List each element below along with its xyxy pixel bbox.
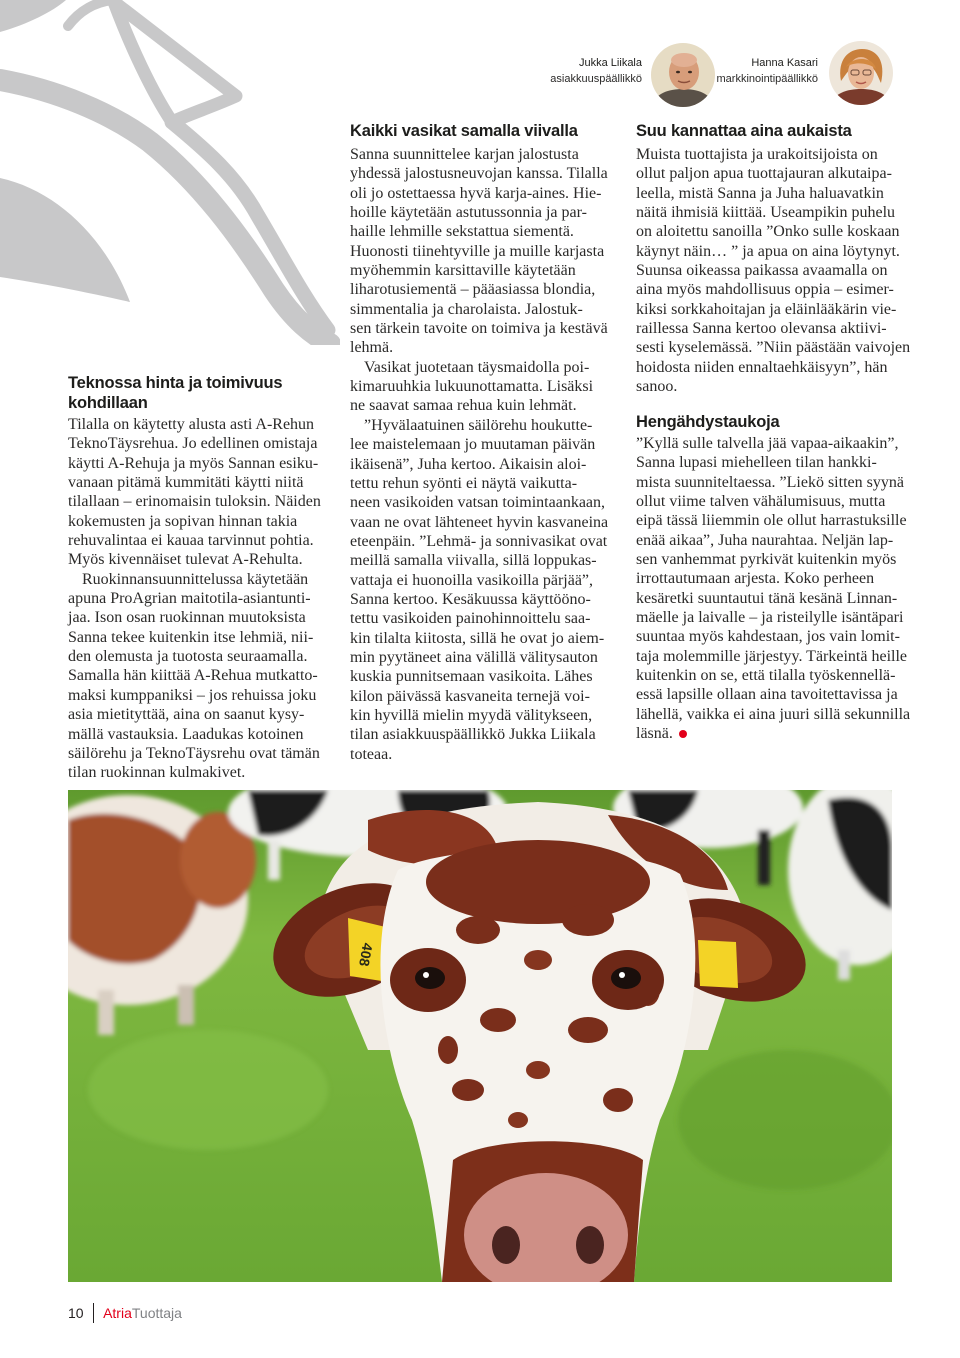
text-line: Samalla hän kiittää A-Rehua mutkatto-	[68, 667, 318, 685]
text-line: Tilalla on käytetty alusta asti A-Rehun	[68, 416, 315, 433]
contact-jukka	[550, 55, 642, 87]
text-line: sanoo.	[636, 378, 678, 396]
text-line: lehmä.	[350, 339, 394, 357]
text-line: meillä samalla viivalla, sillä loppukas-	[350, 552, 597, 570]
contact-title: asiakkuuspäällikkö	[550, 73, 642, 85]
text-line: tettu rehun syönti ei näytä vaikutta-	[350, 474, 578, 492]
text-line: neen vasikoiden vatsan toimintaankaan,	[350, 494, 606, 512]
contact-name: Hanna Kasari	[751, 57, 818, 69]
text-line: taja molemmille järjestyy. Tärkeintä heille	[636, 647, 908, 665]
text-line: Suunsa oikeassa paikassa avaamalla on	[636, 262, 888, 280]
text-line: Myös kivennäiset tulevat A-Rehulta.	[68, 551, 303, 569]
text-line: den olemusta ja tuotosta seuraamalla.	[68, 648, 308, 666]
avatar-jukka	[651, 43, 715, 107]
text-line: vattaja ei huonoilla vasikoilla pärjää”,	[350, 571, 594, 589]
text-line: kesäretki suuntautui tänä kesänä Linnan-	[636, 589, 898, 607]
text-line: raillessa Sanna kertoo olevansa aktiivi-	[636, 320, 887, 338]
text-line: tilan ruokinnan kulmakivet.	[68, 764, 246, 782]
contact-name: Jukka Liikala	[579, 57, 642, 69]
ear-tag-number: 408	[356, 941, 376, 968]
text-line: Sanna kertoo. Kesäkuussa käyttöönо-	[350, 590, 591, 608]
text-line: näitä ihmisiä kiittää. Useampikin puhelu	[636, 204, 896, 222]
text-line: säilörehu ja TeknoTäysrehu ovat tämän	[68, 744, 320, 762]
text-line: kuitenkin on se, että tilalla työskennellä-	[636, 667, 896, 685]
text-line: myöhemmin karsittaville käytetään	[350, 262, 576, 280]
text-line: Sanna lupasi miehelleen tilan hankki-	[636, 454, 877, 472]
text-line: Sanna suunnittelee karjan jalostusta	[350, 146, 579, 163]
text-line: haille lehmille sekstattua siementä.	[350, 223, 574, 241]
text-line: mista suunniteltaessa. ”Liekö sitten syynä	[636, 473, 904, 491]
text-line: jaa. Ison osan ruokinnan muutoksista	[68, 609, 306, 627]
section-body	[68, 415, 321, 783]
text-line: sesti kyselemässä. ”Niin päästään vaivojen	[636, 339, 911, 357]
section-heading	[636, 121, 910, 141]
end-mark-dot	[679, 730, 687, 738]
text-line: sen tärkein tavoite on toimiva ja kestävä	[350, 320, 608, 338]
text-line: vanaan pitämä kummitäti käytti niitä	[68, 474, 304, 492]
text-line: mällä vastauksia. Laadukas kotoinen	[68, 725, 304, 743]
text-line: lähellä, vaikka ei aina juuri sillä sekunnilla	[636, 705, 911, 723]
text-line: hoidosta niiden ennaltaehkäisyyn”, hän	[636, 358, 888, 376]
text-line: ”Hyvälaatuinen säilörehu houkutte-	[364, 416, 593, 434]
contact-title: markkinointipäällikkö	[716, 73, 818, 85]
text-line: kiksi sorkkahoitajan ja eläinlääkärin vie-	[636, 300, 897, 318]
text-line: ollut paljon apua tuottajauran alkutaipa-	[636, 165, 892, 183]
text-line: tettu vasikoiden painohinnoittelu saa-	[350, 610, 591, 628]
paragraph	[350, 416, 608, 764]
text-line: suuntaa myös kahdestaan, jos vain lomit-	[636, 628, 900, 646]
footer-divider	[93, 1303, 95, 1323]
text-line: läsnä.	[636, 724, 910, 743]
text-line: irrottautumaan arjesta. Koko perheen	[636, 570, 875, 588]
text-line: Ruokinnansuunnittelussa käytetään	[82, 570, 309, 588]
contact-hanna	[717, 55, 819, 87]
brand-tuottaja: Tuottaja	[131, 1305, 182, 1321]
text-line: asia mietityttää, aina on saanut kysy-	[68, 706, 305, 724]
text-line: kimaruuhkia lukuunottamatta. Lisäksi	[350, 378, 594, 396]
text-line: kokemusten ja sopivan hinnan takia	[68, 512, 298, 530]
page-number: 10	[68, 1305, 84, 1321]
text-line: yhdessä jalostusneuvojan kanssa. Tilalla	[350, 165, 608, 183]
paragraph	[68, 415, 321, 570]
section-kaikki-vasikat	[350, 121, 608, 764]
text-line: rehuvalintaa ei kauaa tarvinnut pohtia.	[68, 532, 314, 550]
paragraph	[636, 434, 910, 744]
text-line: eipä tässä liiemmin ole ollut harrastuksille	[636, 512, 907, 530]
page-footer	[68, 1302, 182, 1324]
text-line: eteenpäin. ”Lehmä- ja sonnivasikat ovat	[350, 532, 608, 550]
section-body	[636, 145, 910, 396]
text-line: enää aikaa”, Juha naurahtaa. Neljän lap-	[636, 531, 894, 549]
paragraph	[636, 145, 910, 396]
section-suu-kannattaa	[636, 121, 910, 396]
text-line: Huonosti tiinehtyville ja muille karjasta	[350, 242, 605, 260]
heading-line: Suu kannattaa aina aukaista	[636, 122, 852, 140]
text-line: on aloitettu sanoilla ”Onko sulle koskaan	[636, 223, 900, 241]
left-eye	[390, 948, 466, 1012]
section-heading	[636, 412, 910, 432]
text-line: leella, mistä Sanna ja Juha haluavatkin	[636, 184, 884, 202]
paragraph	[350, 358, 608, 416]
section-body	[636, 434, 910, 744]
text-line: ikäisenä”, Juha kertoo. Aikaisin aloi-	[350, 455, 587, 473]
text-line: kin tilalta kiitosta, sillä he ovat jo aiem-	[350, 629, 605, 647]
text-line: käynyt näin… ” ja apua on aina löytynyt.	[636, 242, 900, 260]
text-line: min pyytäneet aina välillä välitysauton	[350, 648, 598, 666]
text-line: oli jo ostettaessa hyvä karja-aines. Hie-	[350, 184, 602, 202]
heading-line: kohdillaan	[68, 394, 148, 412]
text-line: apuna ProAgrian maitotila-asiantunti-	[68, 590, 311, 608]
text-line: tilallaan – erinomaisin tuloksin. Näiden	[68, 493, 321, 511]
text-line: simmentalia ja charolaista. Jalostuk-	[350, 300, 583, 318]
cow-head-silhouette	[0, 0, 340, 345]
section-hengahdystaukoja	[636, 412, 910, 744]
text-line: hoille käytetään astutussonnia ja par-	[350, 204, 587, 222]
heading-line: Hengähdystaukoja	[636, 413, 780, 431]
text-line: aina myös mahdollisuus oppia – esimer-	[636, 281, 894, 299]
section-teknossa	[68, 373, 321, 783]
text-line: kilon päivässä kasvaneita ternejä voi-	[350, 687, 590, 705]
text-line: Sanna tekee kuitenkin itse lehmiä, nii-	[68, 628, 314, 646]
paragraph	[350, 145, 608, 358]
text-line: toteaa.	[350, 745, 393, 763]
text-line: mäelle ja laivalle – ja risteilylle isäntäpari	[636, 609, 904, 627]
text-line: ollut viime talven vähälumisuus, mutta	[636, 493, 886, 511]
avatar-hanna	[829, 41, 893, 105]
text-line: lee maistelemaan jo muutaman päivän	[350, 436, 596, 454]
brand-atria: Atria	[103, 1305, 132, 1321]
heading-line: Kaikki vasikat samalla viivalla	[350, 122, 578, 140]
text-line: TeknoTäysrehua. Jo edellinen omistaja	[68, 435, 318, 453]
text-line: ne saavat samaa rehua kuin lehmät.	[350, 397, 577, 415]
text-line: tilan asiakkuuspäällikkö Jukka Liikala	[350, 726, 596, 744]
text-line: kin hyvillä mielin myydä välitykseen,	[350, 706, 593, 724]
text-line: maksi kumppaniksi – jos rehuissa joku	[68, 686, 317, 704]
text-line: kuskia punnitsemaan vasikoita. Lähes	[350, 668, 593, 686]
paragraph	[68, 570, 321, 783]
cow-photo	[68, 790, 892, 1282]
text-line: Muista tuottajista ja urakoitsijoista on	[636, 146, 878, 163]
text-line: käytti A-Rehuja ja myös Sannan esiku-	[68, 454, 319, 472]
section-heading	[68, 373, 321, 413]
text-line: ”Kyllä sulle talvella jää vapaa-aikaakin”,	[636, 435, 899, 452]
text-line: Vasikat juotetaan täysmaidolla poi-	[364, 358, 590, 376]
text-line: essä lapsille ollaan aina tavoitettavissa ja	[636, 686, 898, 704]
section-body	[350, 145, 608, 764]
text-line: liharotusiementä – pääasiassa blondia,	[350, 281, 596, 299]
text-line: sen vanhemmat pyrkivät kuitenkin myös	[636, 551, 897, 569]
right-eye	[592, 950, 664, 1010]
heading-line: Teknossa hinta ja toimivuus	[68, 374, 283, 392]
text-line: vaan ne ovat lähteneet hyvin kasvaneina	[350, 513, 609, 531]
section-heading	[350, 121, 608, 141]
